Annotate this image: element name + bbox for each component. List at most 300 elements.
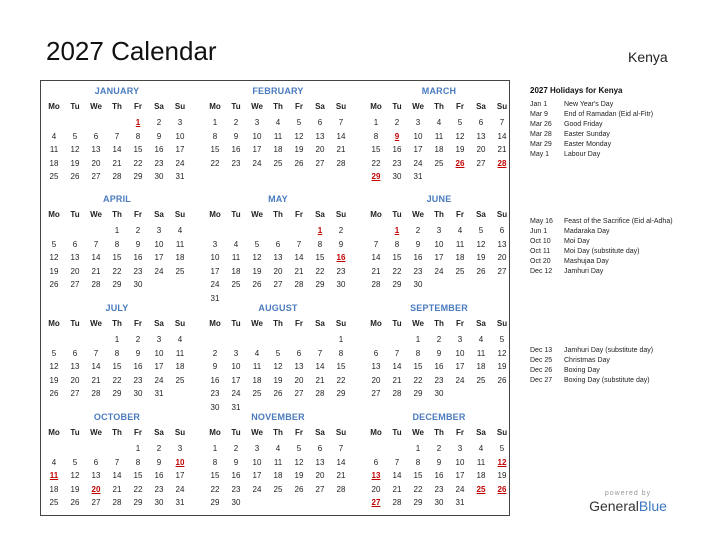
- calendar-day: 14: [371, 253, 381, 262]
- calendar-day: 30: [231, 498, 241, 507]
- weekday-header: We: [412, 428, 424, 437]
- calendar-day: 2: [156, 444, 162, 453]
- calendar-day: 24: [175, 158, 185, 168]
- calendar-day: 19: [273, 375, 283, 385]
- weekday-header: Tu: [231, 102, 241, 111]
- holiday-item: [530, 150, 690, 160]
- holiday-item: [530, 130, 690, 140]
- calendar-day: 25: [273, 484, 283, 494]
- calendar-day: 28: [392, 389, 402, 398]
- calendar-day: 29: [413, 498, 423, 507]
- brand-logo: [583, 490, 673, 514]
- calendar-day: 24: [413, 158, 423, 168]
- weekday-header: Fr: [456, 102, 464, 111]
- calendar-day: 5: [72, 457, 78, 467]
- calendar-day: 17: [175, 145, 185, 154]
- calendar-day: 14: [392, 362, 402, 371]
- holiday-date-label: Mar 9: [530, 111, 548, 118]
- calendar-day: 14: [497, 131, 507, 141]
- holiday-name: Jamhuri Day (substitute day): [564, 347, 654, 354]
- weekday-header: We: [251, 319, 263, 328]
- weekday-header: Tu: [70, 319, 80, 328]
- calendar-day: 3: [212, 239, 218, 249]
- calendar-day: 9: [135, 239, 141, 249]
- calendar-day: 11: [434, 131, 444, 141]
- calendar-day: 24: [252, 484, 262, 494]
- calendar-day: 23: [231, 158, 241, 168]
- calendar-day: 3: [156, 335, 162, 344]
- calendar-day: 24: [252, 158, 262, 168]
- holiday-name: Easter Monday: [564, 141, 612, 148]
- calendar-day: 23: [154, 484, 164, 494]
- calendar-day: 7: [394, 457, 400, 467]
- calendar-day: 1: [415, 444, 421, 453]
- month-name: MARCH: [421, 86, 457, 96]
- calendar-day: 13: [371, 362, 381, 371]
- calendar-day: 12: [455, 131, 465, 141]
- holiday-name: End of Ramadan (Eid al-Fitr): [564, 111, 654, 118]
- calendar-day: 8: [415, 457, 421, 467]
- calendar-day: 8: [212, 131, 218, 141]
- calendar-day: 29: [112, 280, 122, 289]
- calendar-day: 16: [231, 145, 241, 154]
- calendar-day: 16: [392, 145, 402, 154]
- weekday-header: Mo: [370, 102, 382, 111]
- holiday-name: Jamhuri Day: [564, 268, 604, 275]
- weekday-header: We: [251, 428, 263, 437]
- weekday-header: Th: [273, 428, 283, 437]
- calendar-day: 11: [273, 457, 283, 467]
- holiday-date-label: Dec 13: [530, 347, 553, 354]
- calendar-day: 23: [154, 158, 164, 168]
- calendar-day: 13: [315, 131, 325, 141]
- calendar-day: 31: [413, 172, 423, 181]
- weekday-header: Sa: [315, 102, 325, 111]
- calendar-day: 16: [413, 253, 423, 262]
- holiday-name: Labour Day: [564, 151, 601, 158]
- calendar-day: 15: [133, 471, 143, 480]
- calendar-day: 25: [231, 280, 241, 289]
- calendar-day: 8: [114, 239, 120, 249]
- month-name: JUNE: [426, 194, 452, 204]
- calendar-day: 11: [231, 253, 241, 262]
- weekday-header: We: [412, 210, 424, 219]
- holiday-name: Good Friday: [564, 121, 603, 128]
- calendar-day: 6: [317, 118, 323, 127]
- calendar-day: 10: [210, 253, 220, 262]
- calendar-day: 11: [476, 457, 486, 467]
- calendar-day: 2: [233, 118, 239, 127]
- calendar-day: 8: [114, 348, 120, 358]
- calendar-day: 31: [455, 498, 465, 507]
- weekday-header: Th: [273, 102, 283, 111]
- weekday-header: Th: [434, 210, 444, 219]
- holiday-date: 28: [497, 158, 507, 168]
- month-name: JULY: [105, 303, 129, 313]
- calendar-day: 17: [231, 375, 241, 385]
- weekday-header: Tu: [231, 210, 241, 219]
- calendar-day: 4: [51, 457, 57, 467]
- weekday-header: Su: [174, 102, 186, 111]
- calendar-day: 26: [70, 172, 80, 181]
- weekday-header: Su: [335, 210, 347, 219]
- calendar-day: 11: [175, 348, 185, 358]
- calendar-day: 27: [476, 158, 486, 168]
- month-name: APRIL: [103, 194, 131, 204]
- calendar-day: 5: [275, 348, 281, 358]
- calendar-day: 10: [434, 239, 444, 249]
- calendar-day: 16: [231, 471, 241, 480]
- calendar-day: 6: [499, 226, 505, 235]
- weekday-header: Mo: [48, 210, 60, 219]
- calendar-day: 4: [177, 335, 183, 344]
- holiday-date-label: Dec 25: [530, 357, 553, 364]
- holiday-date: 11: [49, 471, 59, 480]
- calendar-day: 28: [336, 158, 346, 168]
- calendar-day: 29: [133, 172, 143, 181]
- weekday-header: Th: [434, 102, 444, 111]
- holiday-name: Boxing Day (substitute day): [564, 377, 650, 384]
- holiday-name: Easter Sunday: [564, 131, 610, 138]
- calendar-day: 27: [91, 498, 101, 507]
- weekday-header: Su: [496, 319, 508, 328]
- calendar-day: 22: [133, 484, 143, 494]
- calendar-day: 21: [294, 266, 304, 276]
- weekday-header: Sa: [476, 319, 486, 328]
- weekday-header: Fr: [134, 210, 142, 219]
- calendar-day: 16: [434, 471, 444, 480]
- holiday-date: 26: [455, 158, 465, 168]
- calendar-day: 26: [70, 498, 80, 507]
- weekday-header: Mo: [209, 102, 221, 111]
- weekday-header: Su: [174, 428, 186, 437]
- calendar-day: 7: [114, 457, 120, 467]
- calendar-day: 13: [315, 457, 325, 467]
- calendar-day: 13: [476, 131, 486, 141]
- calendar-day: 4: [478, 444, 484, 453]
- weekday-header: We: [412, 319, 424, 328]
- calendar-day: 4: [275, 118, 281, 127]
- calendar-day: 22: [413, 375, 423, 385]
- calendar-day: 5: [51, 348, 57, 358]
- weekday-header: Su: [174, 210, 186, 219]
- calendar-day: 23: [413, 266, 423, 276]
- calendar-day: 13: [497, 239, 507, 249]
- holiday-group-1: [530, 100, 690, 160]
- calendar-day: 28: [91, 389, 101, 398]
- calendar-day: 27: [273, 280, 283, 289]
- weekday-header: We: [90, 319, 102, 328]
- calendar-day: 30: [133, 389, 143, 398]
- calendar-day: 6: [478, 118, 484, 127]
- calendar-day: 29: [413, 389, 423, 398]
- calendar-day: 20: [294, 375, 304, 385]
- calendar-day: 31: [175, 498, 185, 507]
- holiday-date: 9: [394, 131, 400, 141]
- weekday-header: Th: [112, 428, 122, 437]
- calendar-day: 16: [133, 253, 143, 262]
- calendar-day: 24: [455, 484, 465, 494]
- calendar-day: 28: [392, 498, 402, 507]
- calendar-day: 21: [392, 484, 402, 494]
- weekday-header: We: [412, 102, 424, 111]
- calendar-day: 19: [294, 471, 304, 480]
- calendar-day: 30: [154, 172, 164, 181]
- calendar-day: 16: [154, 145, 164, 154]
- month-name: AUGUST: [258, 303, 298, 313]
- calendar-day: 7: [373, 239, 379, 249]
- calendar-day: 18: [273, 145, 283, 154]
- calendar-day: 6: [275, 239, 281, 249]
- calendar-day: 15: [315, 253, 325, 262]
- calendar-day: 11: [476, 348, 486, 358]
- calendar-day: 3: [457, 444, 463, 453]
- calendar-day: 10: [252, 457, 262, 467]
- calendar-day: 19: [497, 471, 507, 480]
- weekday-header: Tu: [231, 428, 241, 437]
- calendar-day: 24: [154, 266, 164, 276]
- calendar-day: 3: [254, 444, 260, 453]
- calendar-day: 27: [70, 280, 80, 289]
- calendar-day: 29: [210, 498, 220, 507]
- weekday-header: Th: [112, 210, 122, 219]
- calendar-day: 15: [210, 145, 220, 154]
- calendar-day: 10: [154, 348, 164, 358]
- calendar-day: 10: [154, 239, 164, 249]
- calendar-day: 18: [434, 145, 444, 154]
- calendar-day: 8: [135, 131, 141, 141]
- calendar-day: 14: [91, 362, 101, 371]
- calendar-day: 8: [394, 239, 400, 249]
- brand-blue: Blue: [638, 498, 667, 514]
- calendar-day: 18: [175, 362, 185, 371]
- calendar-day: 26: [497, 375, 507, 385]
- calendar-day: 15: [112, 362, 122, 371]
- calendar-day: 5: [254, 239, 260, 249]
- calendar-day: 20: [497, 253, 507, 262]
- calendar-day: 12: [497, 348, 507, 358]
- calendar-day: 29: [112, 389, 122, 398]
- calendar-day: 2: [338, 226, 344, 235]
- holiday-date-label: Mar 29: [530, 141, 552, 148]
- calendar-day: 2: [212, 348, 218, 358]
- calendar-day: 10: [252, 131, 262, 141]
- calendar-day: 4: [254, 348, 260, 358]
- weekday-header: Sa: [315, 210, 325, 219]
- calendar-day: 15: [210, 471, 220, 480]
- weekday-header: Su: [174, 319, 186, 328]
- holiday-item: [530, 110, 690, 120]
- calendar-day: 4: [275, 444, 281, 453]
- calendar-day: 30: [154, 498, 164, 507]
- holiday-date: 25: [476, 484, 486, 494]
- calendar-day: 28: [294, 280, 304, 289]
- holiday-date-label: Oct 11: [530, 248, 551, 255]
- calendar-day: 5: [499, 335, 505, 344]
- calendar-day: 18: [252, 375, 262, 385]
- weekday-header: Fr: [134, 428, 142, 437]
- calendar-day: 23: [336, 266, 346, 276]
- calendar-day: 27: [70, 389, 80, 398]
- calendar-day: 25: [49, 172, 59, 181]
- holiday-item: [530, 100, 690, 110]
- calendar-day: 26: [294, 158, 304, 168]
- calendar-day: 26: [476, 266, 486, 276]
- calendar-day: 12: [49, 253, 59, 262]
- weekday-header: We: [90, 102, 102, 111]
- holiday-date-label: Jun 1: [530, 228, 548, 235]
- calendar-day: 19: [294, 145, 304, 154]
- calendar-day: 21: [112, 158, 122, 168]
- calendar-day: 16: [133, 362, 143, 371]
- calendar-day: 2: [415, 226, 421, 235]
- calendar-day: 15: [392, 253, 402, 262]
- calendar-day: 13: [273, 253, 283, 262]
- calendar-day: 5: [499, 444, 505, 453]
- calendar-day: 9: [233, 457, 239, 467]
- calendar-day: 10: [455, 348, 465, 358]
- calendar-day: 11: [49, 145, 59, 154]
- calendar-day: 27: [315, 484, 325, 494]
- weekday-header: Th: [112, 102, 122, 111]
- calendar-day: 14: [336, 131, 346, 141]
- holiday-item: [530, 366, 690, 376]
- calendar-day: 24: [455, 375, 465, 385]
- holiday-group-3: [530, 346, 690, 386]
- holiday-date: 29: [371, 172, 381, 181]
- calendar-day: 19: [497, 362, 507, 371]
- calendar-day: 31: [210, 293, 220, 303]
- calendar-day: 10: [175, 131, 185, 141]
- holiday-date-label: Mar 26: [530, 121, 552, 128]
- calendar-day: 5: [51, 239, 57, 249]
- calendar-day: 9: [212, 362, 218, 371]
- calendar-day: 9: [156, 131, 162, 141]
- holiday-date: 20: [91, 484, 101, 494]
- calendar-day: 23: [434, 484, 444, 494]
- calendar-day: 19: [476, 253, 486, 262]
- calendar-day: 9: [338, 239, 344, 249]
- holiday-date: 16: [336, 253, 346, 262]
- calendar-day: 6: [373, 348, 379, 358]
- calendar-day: 30: [210, 402, 220, 412]
- calendar-day: 9: [436, 457, 442, 467]
- calendar-day: 28: [371, 280, 381, 289]
- calendar-day: 25: [175, 266, 185, 276]
- calendar-day: 22: [413, 484, 423, 494]
- calendar-day: 7: [338, 118, 344, 127]
- weekday-header: Mo: [370, 319, 382, 328]
- weekday-header: Tu: [70, 102, 80, 111]
- calendar-day: 28: [336, 484, 346, 494]
- holiday-date-label: Jan 1: [530, 101, 548, 108]
- month-name: SEPTEMBER: [410, 303, 468, 313]
- calendar-day: 14: [112, 145, 122, 154]
- weekday-header: Fr: [295, 319, 303, 328]
- calendar-day: 24: [210, 280, 220, 289]
- calendar-day: 10: [455, 457, 465, 467]
- calendar-day: 18: [476, 362, 486, 371]
- calendar-day: 15: [336, 362, 346, 371]
- calendar-day: 29: [133, 498, 143, 507]
- weekday-header: Th: [434, 428, 444, 437]
- weekday-header: Su: [335, 319, 347, 328]
- calendar-day: 20: [371, 375, 381, 385]
- calendar-day: 27: [294, 389, 304, 398]
- weekday-header: Sa: [476, 210, 486, 219]
- calendar-day: 23: [434, 375, 444, 385]
- calendar-day: 4: [457, 226, 463, 235]
- holiday-date-label: Dec 26: [530, 367, 553, 374]
- calendar-day: 4: [177, 226, 183, 235]
- calendar-day: 9: [156, 457, 162, 467]
- month-name: NOVEMBER: [251, 412, 305, 422]
- calendar-day: 6: [296, 348, 302, 358]
- holiday-date: 1: [135, 118, 141, 127]
- calendar-day: 5: [457, 118, 463, 127]
- calendar-day: 2: [135, 226, 141, 235]
- calendar-day: 21: [336, 471, 346, 480]
- brand-name: [583, 498, 673, 514]
- calendar-day: 12: [252, 253, 262, 262]
- calendar-day: 4: [51, 131, 57, 141]
- holiday-date: 10: [175, 457, 185, 467]
- calendar-day: 8: [317, 239, 323, 249]
- calendar-day: 21: [91, 266, 101, 276]
- calendar-day: 8: [373, 131, 379, 141]
- calendar-day: 7: [499, 118, 505, 127]
- calendar-day: 17: [210, 266, 220, 276]
- calendar-day: 2: [436, 335, 442, 344]
- holiday-item: [530, 346, 690, 356]
- calendar-day: 8: [212, 457, 218, 467]
- calendar-day: 31: [231, 402, 241, 412]
- calendar-day: 24: [231, 389, 241, 398]
- calendar-day: 22: [133, 158, 143, 168]
- weekday-header: Fr: [134, 319, 142, 328]
- calendar-day: 25: [49, 498, 59, 507]
- month-name: JANUARY: [94, 86, 140, 96]
- calendar-day: 13: [91, 471, 101, 480]
- calendar-day: 14: [112, 471, 122, 480]
- weekday-header: Mo: [209, 210, 221, 219]
- calendar-day: 12: [70, 471, 80, 480]
- weekday-header: Mo: [48, 102, 60, 111]
- weekday-header: Tu: [392, 102, 402, 111]
- calendar-day: 12: [70, 145, 80, 154]
- calendar-day: 18: [49, 158, 59, 168]
- holiday-list-title: 2027 Holidays for Kenya: [530, 86, 623, 95]
- weekday-header: Th: [273, 319, 283, 328]
- month-name: OCTOBER: [93, 412, 141, 422]
- holiday-name: Boxing Day: [564, 367, 600, 374]
- month-name: DECEMBER: [412, 412, 466, 422]
- calendar-day: 21: [336, 145, 346, 154]
- calendar-day: 17: [252, 471, 262, 480]
- calendar-day: 15: [413, 471, 423, 480]
- holiday-name: Moi Day: [564, 238, 590, 245]
- calendar-day: 25: [434, 158, 444, 168]
- calendar-day: 14: [315, 362, 325, 371]
- calendar-day: 21: [497, 145, 507, 154]
- calendar-day: 13: [70, 253, 80, 262]
- holiday-date-label: Mar 28: [530, 131, 552, 138]
- calendar-day: 30: [413, 280, 423, 289]
- weekday-header: Su: [496, 210, 508, 219]
- holiday-item: [530, 267, 690, 277]
- calendar-day: 22: [112, 375, 122, 385]
- calendar-day: 21: [392, 375, 402, 385]
